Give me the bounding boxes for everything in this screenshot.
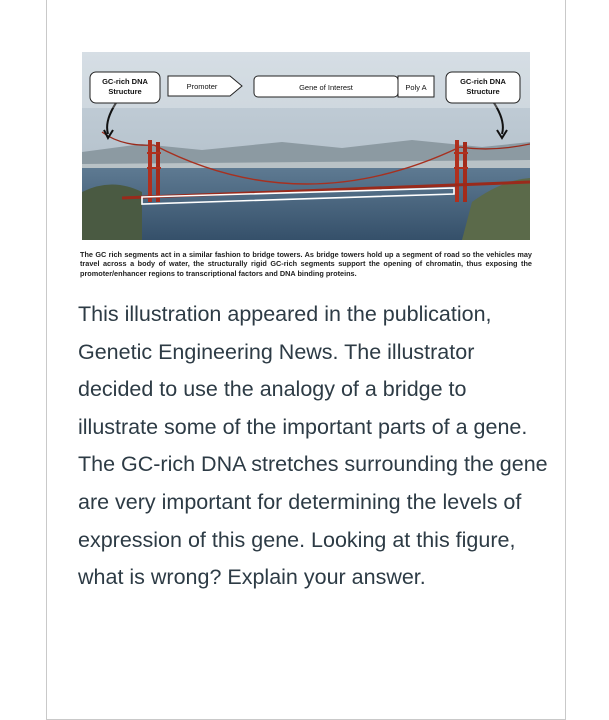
figure-caption: The GC rich segments act in a similar fashion to bridge towers. As bridge towers hold up a segment of road so the vehicles may travel across a body of water, the structurally rigid GC-rich segments support the opening of chromatin, thus exposing the promoter/enhancer regions to transcriptional factors and DNA binding proteins. xyxy=(80,250,532,278)
promoter-label: Promoter xyxy=(186,82,218,91)
gene-of-interest-label: Gene of Interest xyxy=(299,83,353,92)
gc-rich-right-label: GC-rich DNA Structure xyxy=(460,77,506,96)
left-hill xyxy=(82,185,142,241)
question-text: This illustration appeared in the publication, Genetic Engineering News. The illustrator decided to use the analogy of a bridge to illustrate some of the important parts of a gene. The GC-rich DNA stretches surrounding the gene are very important for determining the levels of expression of this gene. Looking at this figure, what is wrong? Explain your answer. xyxy=(78,302,548,590)
gc-rich-left-label: GC-rich DNA Structure xyxy=(102,77,148,96)
poly-a-label: Poly A xyxy=(405,83,427,92)
gene-bridge-figure xyxy=(82,52,530,240)
bridge-illustration xyxy=(82,52,530,240)
